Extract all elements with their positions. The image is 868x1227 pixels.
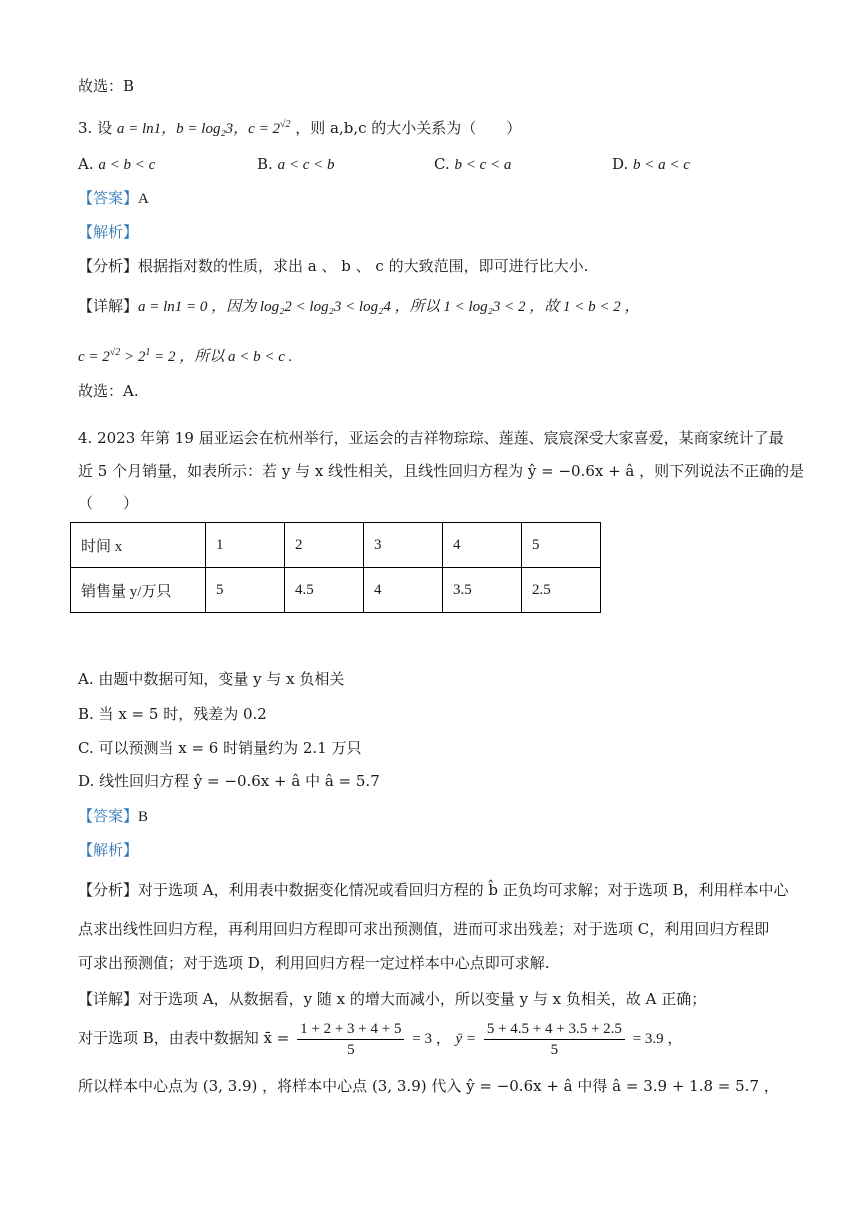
math-text: c = 2 (78, 349, 110, 365)
table-cell: 4 (364, 568, 443, 613)
math-sup: 1 (145, 347, 151, 358)
q3-xiangjie-line1 (78, 295, 639, 318)
q4-fenxi-line1 (78, 879, 789, 901)
math-text: > 2 (120, 349, 146, 365)
q3-option-a (78, 153, 155, 176)
q3-option-d (612, 153, 690, 176)
q4-option-d: D. 线性回归方程 ŷ = −0.6x + â 中 â = 5.7 (78, 772, 380, 790)
q3-option-b (257, 153, 334, 176)
fraction-numerator: 1 + 2 + 3 + 4 + 5 (297, 1019, 404, 1040)
table-cell: 4.5 (285, 568, 364, 613)
table-row (71, 568, 601, 613)
xiangjie-tag: 【详解】 (78, 990, 139, 1008)
q3-conclusion: 故选：A. (78, 382, 139, 400)
table-cell: 1 (206, 523, 285, 568)
fraction-result: = 3.9 ， (632, 1031, 683, 1047)
q3-xiangjie-line2 (78, 342, 292, 368)
q4-fenxi-line3: 可求出预测值；对于选项 D，利用回归方程一定过样本中心点即可求解. (78, 954, 550, 972)
math-text: = 2 ，所以 a < b < c . (150, 349, 293, 365)
fenxi-text: 对于选项 A，利用表中数据变化情况或看回归方程的 b̂ 正负均可求解；对于选项 B，利用样本中心 (138, 881, 789, 899)
option-text: a < c < b (277, 157, 335, 173)
q3-analysis-tag: 【解析】 (78, 223, 139, 241)
math-sup: √2 (109, 347, 121, 358)
xiangjie-text: 对于选项 A，从数据看，y 随 x 的增大而减小，所以变量 y 与 x 负相关，故 A 正确； (138, 990, 707, 1008)
previous-answer: 故选：B (78, 77, 135, 95)
table-cell: 时间 x (71, 523, 206, 568)
fraction-result: = 3 ， (412, 1031, 451, 1047)
xiangjie-text: a = ln1 = 0 ，因为 log₂2 < log₂3 < log₂4 ，所以 1 < log₂3 < 2 ，故 1 < b < 2 ， (138, 299, 640, 315)
fenxi-text: 根据指对数的性质，求出 a 、 b 、 c 的大致范围，即可进行比大小. (138, 257, 589, 275)
q4-xiangjie-line2 (78, 1016, 682, 1061)
answer-tag: 【答案】 (78, 189, 139, 207)
answer-value: A (138, 191, 149, 207)
table-row (71, 523, 601, 568)
q4-option-a: A. 由题中数据可知，变量 y 与 x 负相关 (78, 670, 345, 688)
table-cell: 4 (443, 523, 522, 568)
q4-stem-line1: 4. 2023 年第 19 届亚运会在杭州举行，亚运会的吉祥物琮琮、莲莲、宸宸深受大家喜爱，某商家统计了最 (78, 429, 784, 447)
option-letter: C. (434, 155, 450, 173)
fenxi-tag: 【分析】 (78, 257, 139, 275)
answer-tag: 【答案】 (78, 807, 139, 825)
table-cell: 5 (206, 568, 285, 613)
answer-value: B (138, 809, 149, 825)
option-letter: A. (78, 155, 94, 173)
q4-xiangjie-line1 (78, 988, 706, 1010)
option-text: a < b < c (98, 157, 156, 173)
xiangjie-tag: 【详解】 (78, 297, 139, 315)
q3-stem-sup: √2 (279, 119, 291, 130)
table-cell: 2.5 (522, 568, 601, 613)
option-letter: B. (257, 155, 273, 173)
xiangjie-line2-prefix: 对于选项 B，由表中数据知 x̄ = (78, 1029, 290, 1047)
q3-stem-math: a = ln1，b = log₂3，c = 2 (116, 121, 280, 137)
table-cell: 3 (364, 523, 443, 568)
mean-x-fraction (297, 1019, 404, 1060)
option-text: b < c < a (454, 157, 512, 173)
q3-option-c (434, 153, 511, 176)
fraction-numerator: 5 + 4.5 + 4 + 3.5 + 2.5 (484, 1019, 625, 1040)
q4-stem-line2: 近 5 个月销量，如表所示：若 y 与 x 线性相关，且线性回归方程为 ŷ = −0.6x + â ，则下列说法不正确的是 (78, 462, 805, 480)
q4-option-c: C. 可以预测当 x = 6 时销量约为 2.1 万只 (78, 739, 362, 757)
fraction-denominator: 5 (347, 1041, 355, 1058)
q3-stem-suffix: ，则 a,b,c 的大小关系为（ ） (295, 119, 522, 137)
q4-xiangjie-line3: 所以样本中心点为 (3, 3.9) ，将样本中心点 (3, 3.9) 代入 ŷ = −0.6x + â 中得 â = 3.9 + 1.8 = 5.7 ， (78, 1077, 779, 1095)
table-cell: 销售量 y/万只 (71, 568, 206, 613)
q3-stem (78, 114, 521, 140)
q3-fenxi (78, 255, 588, 277)
q4-answer (78, 805, 148, 828)
sales-table (70, 522, 601, 613)
table-cell: 3.5 (443, 568, 522, 613)
q4-option-b: B. 当 x = 5 时，残差为 0.2 (78, 705, 267, 723)
table-cell: 2 (285, 523, 364, 568)
fraction-denominator: 5 (550, 1041, 559, 1058)
table-cell: 5 (522, 523, 601, 568)
mean-y-fraction (484, 1019, 625, 1060)
q3-stem-prefix: 3. 设 (78, 119, 113, 137)
q4-stem-line3: （ ） (78, 494, 139, 512)
mean-y-label: ȳ = (455, 1031, 477, 1047)
option-letter: D. (612, 155, 629, 173)
fenxi-tag: 【分析】 (78, 881, 139, 899)
q4-fenxi-line2: 点求出线性回归方程，再利用回归方程即可求出预测值，进而可求出残差；对于选项 C，利用回归方程即 (78, 920, 770, 938)
q3-answer (78, 187, 149, 210)
q4-analysis-tag: 【解析】 (78, 841, 139, 859)
option-text: b < a < c (633, 157, 690, 173)
